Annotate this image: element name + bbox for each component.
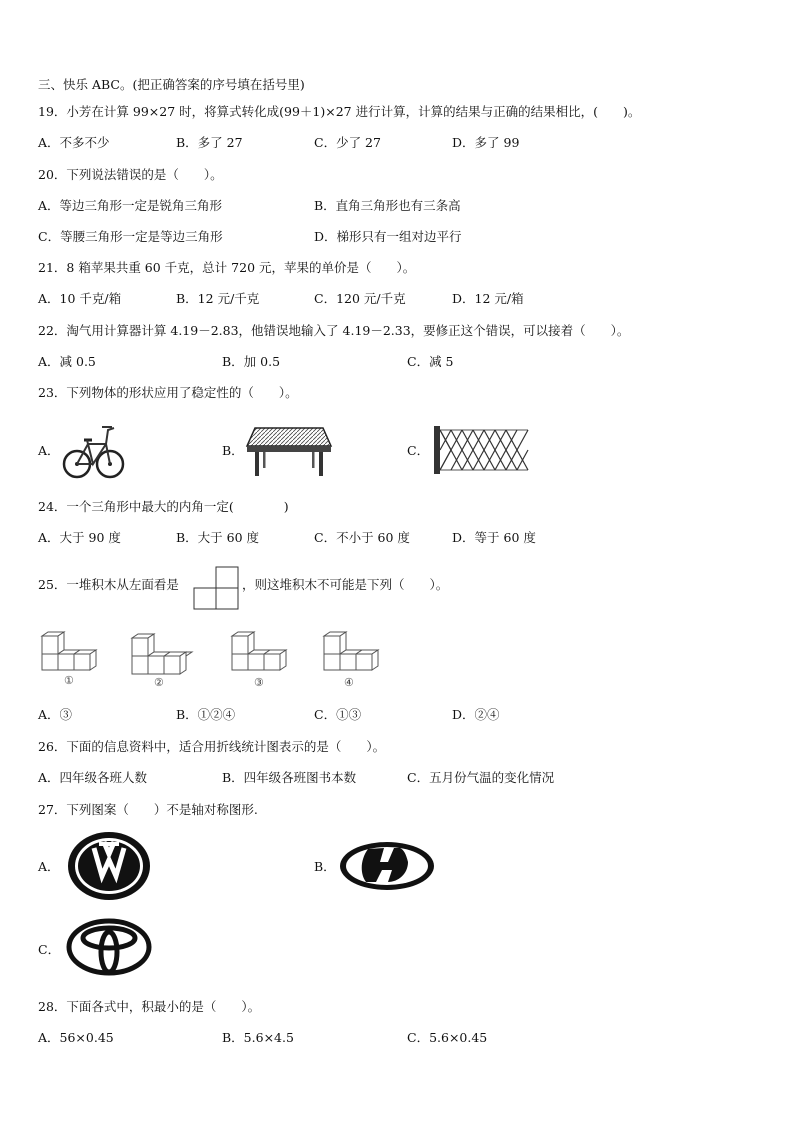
q27-option-c[interactable]: C． <box>38 942 61 957</box>
q23-option-a[interactable]: A． <box>38 443 60 458</box>
question-20-stem: 20．下列说法错误的是（ ）。 <box>38 167 223 182</box>
q19-option-b[interactable]: B．多了 27 <box>176 135 243 150</box>
question-24-stem: 24．一个三角形中最大的内角一定( ) <box>38 499 289 514</box>
q19-option-c[interactable]: C．少了 27 <box>314 135 381 150</box>
q26-option-b[interactable]: B．四年级各班图书本数 <box>222 770 357 785</box>
q28-option-b[interactable]: B．5.6×4.5 <box>222 1030 294 1045</box>
table-icon <box>245 424 333 480</box>
q19-option-a[interactable]: A．不多不少 <box>38 135 110 150</box>
question-21-stem: 21．8 箱苹果共重 60 千克，总计 720 元，苹果的单价是（ ）。 <box>38 260 416 275</box>
bicycle-icon <box>62 418 126 482</box>
q21-option-d[interactable]: D．12 元/箱 <box>452 291 524 306</box>
q26-option-a[interactable]: A．四年级各班人数 <box>38 770 148 785</box>
q27-option-b[interactable]: B． <box>314 859 336 874</box>
block-figure-1 <box>38 628 102 688</box>
q25-option-d[interactable]: D．②④ <box>452 707 500 722</box>
q23-option-c[interactable]: C． <box>407 443 430 458</box>
q22-option-b[interactable]: B．加 0.5 <box>222 354 281 369</box>
q24-option-d[interactable]: D．等于 60 度 <box>452 530 536 545</box>
q26-option-c[interactable]: C．五月份气温的变化情况 <box>407 770 555 785</box>
q23-option-b[interactable]: B． <box>222 443 244 458</box>
volkswagen-logo-icon <box>66 830 152 902</box>
left-view-icon <box>193 566 239 610</box>
q24-option-c[interactable]: C．不小于 60 度 <box>314 530 410 545</box>
q25-option-c[interactable]: C．①③ <box>314 707 362 722</box>
toyota-logo-icon <box>66 918 152 976</box>
q21-option-a[interactable]: A．10 千克/箱 <box>38 291 122 306</box>
question-28-stem: 28．下面各式中，积最小的是（ ）。 <box>38 999 261 1014</box>
block-figure-3-label: ③ <box>254 676 264 688</box>
q22-option-c[interactable]: C．减 5 <box>407 354 454 369</box>
block-figure-4-label: ④ <box>344 676 354 688</box>
q24-option-a[interactable]: A．大于 90 度 <box>38 530 121 545</box>
q25-option-a[interactable]: A．③ <box>38 707 73 722</box>
q27-option-a[interactable]: A． <box>38 859 60 874</box>
hyundai-logo-icon <box>338 840 436 892</box>
question-23-stem: 23．下列物体的形状应用了稳定性的（ ）。 <box>38 385 298 400</box>
section-title: 三、快乐 ABC。(把正确答案的序号填在括号里) <box>38 77 305 92</box>
question-22-stem: 22．淘气用计算器计算 4.19－2.83，他错误地输入了 4.19－2.33，要修正这个错误，可以接着（ ）。 <box>38 323 630 338</box>
block-figure-4 <box>320 628 388 688</box>
q22-option-a[interactable]: A．减 0.5 <box>38 354 96 369</box>
question-27-stem: 27．下列图案（ ）不是轴对称图形. <box>38 802 258 817</box>
question-25-stem-end: ，则这堆积木不可能是下列（ ）。 <box>242 577 449 592</box>
q24-option-b[interactable]: B．大于 60 度 <box>176 530 260 545</box>
q20-option-d[interactable]: D．梯形只有一组对边平行 <box>314 229 462 244</box>
q20-option-a[interactable]: A．等边三角形一定是锐角三角形 <box>38 198 223 213</box>
q20-option-b[interactable]: B．直角三角形也有三条高 <box>314 198 461 213</box>
q19-option-d[interactable]: D．多了 99 <box>452 135 520 150</box>
block-figure-2 <box>128 628 196 688</box>
q28-option-c[interactable]: C．5.6×0.45 <box>407 1030 488 1045</box>
question-25-stem-start: 25．一堆积木从左面看是 <box>38 577 179 592</box>
retractable-gate-icon <box>432 424 532 476</box>
block-figure-1-label: ① <box>64 674 74 687</box>
block-figure-2-label: ② <box>154 676 164 688</box>
q21-option-c[interactable]: C．120 元/千克 <box>314 291 406 306</box>
q28-option-a[interactable]: A．56×0.45 <box>38 1030 114 1045</box>
q21-option-b[interactable]: B．12 元/千克 <box>176 291 260 306</box>
question-19-stem: 19．小芳在计算 99×27 时，将算式转化成(99＋1)×27 进行计算，计算的结果与正确的结果相比，( )。 <box>38 104 641 119</box>
question-26-stem: 26．下面的信息资料中，适合用折线统计图表示的是（ ）。 <box>38 739 386 754</box>
q25-option-b[interactable]: B．①②④ <box>176 707 236 722</box>
block-figure-3 <box>226 628 294 688</box>
q20-option-c[interactable]: C．等腰三角形一定是等边三角形 <box>38 229 223 244</box>
